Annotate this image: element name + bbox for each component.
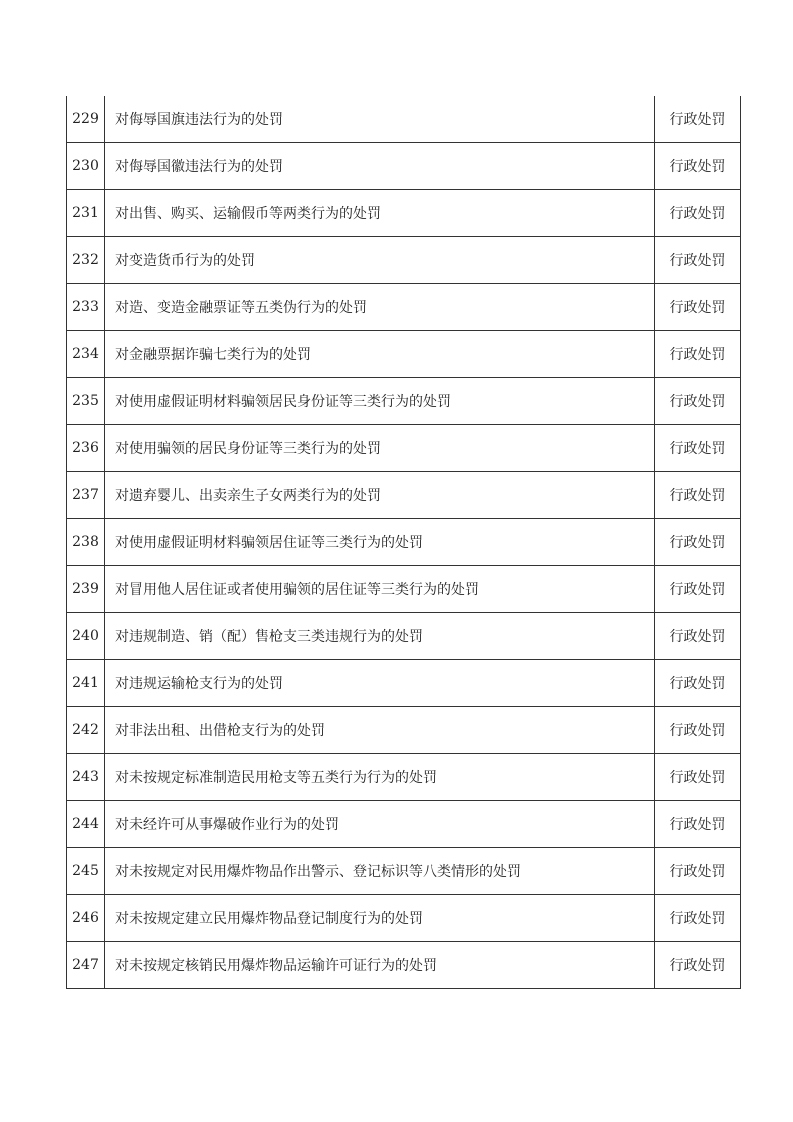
table-row <box>67 472 741 519</box>
table-body <box>67 96 741 989</box>
penalty-type: 行政处罚 <box>655 190 741 237</box>
row-number: 239 <box>67 566 105 613</box>
table-row <box>67 754 741 801</box>
row-number: 232 <box>67 237 105 284</box>
penalty-item-name: 对变造货币行为的处罚 <box>105 237 655 284</box>
penalty-type: 行政处罚 <box>655 566 741 613</box>
table-row <box>67 425 741 472</box>
penalty-type: 行政处罚 <box>655 754 741 801</box>
penalty-type: 行政处罚 <box>655 472 741 519</box>
table-row <box>67 284 741 331</box>
penalty-type: 行政处罚 <box>655 331 741 378</box>
penalty-type: 行政处罚 <box>655 284 741 331</box>
penalty-item-name: 对未按规定标准制造民用枪支等五类行为行为的处罚 <box>105 754 655 801</box>
penalty-item-name: 对违规运输枪支行为的处罚 <box>105 660 655 707</box>
table-row <box>67 801 741 848</box>
penalty-type: 行政处罚 <box>655 895 741 942</box>
row-number: 235 <box>67 378 105 425</box>
table-row <box>67 942 741 989</box>
penalty-item-name: 对侮辱国徽违法行为的处罚 <box>105 143 655 190</box>
penalty-item-name: 对未经许可从事爆破作业行为的处罚 <box>105 801 655 848</box>
penalty-item-name: 对使用骗领的居民身份证等三类行为的处罚 <box>105 425 655 472</box>
penalty-type: 行政处罚 <box>655 613 741 660</box>
penalty-type: 行政处罚 <box>655 143 741 190</box>
table-row <box>67 378 741 425</box>
row-number: 233 <box>67 284 105 331</box>
penalty-item-name: 对遗弃婴儿、出卖亲生子女两类行为的处罚 <box>105 472 655 519</box>
table-row <box>67 143 741 190</box>
penalty-item-name: 对违规制造、销（配）售枪支三类违规行为的处罚 <box>105 613 655 660</box>
penalty-item-name: 对非法出租、出借枪支行为的处罚 <box>105 707 655 754</box>
penalty-item-name: 对金融票据诈骗七类行为的处罚 <box>105 331 655 378</box>
row-number: 241 <box>67 660 105 707</box>
penalty-item-name: 对冒用他人居住证或者使用骗领的居住证等三类行为的处罚 <box>105 566 655 613</box>
table-row <box>67 519 741 566</box>
row-number: 244 <box>67 801 105 848</box>
row-number: 230 <box>67 143 105 190</box>
penalty-type: 行政处罚 <box>655 801 741 848</box>
penalty-type: 行政处罚 <box>655 848 741 895</box>
table-row <box>67 237 741 284</box>
row-number: 243 <box>67 754 105 801</box>
table-row <box>67 660 741 707</box>
table-row <box>67 566 741 613</box>
row-number: 246 <box>67 895 105 942</box>
row-number: 236 <box>67 425 105 472</box>
penalty-item-name: 对未按规定建立民用爆炸物品登记制度行为的处罚 <box>105 895 655 942</box>
table-row <box>67 895 741 942</box>
table-row <box>67 331 741 378</box>
penalty-item-name: 对出售、购买、运输假币等两类行为的处罚 <box>105 190 655 237</box>
penalty-item-name: 对使用虚假证明材料骗领居民身份证等三类行为的处罚 <box>105 378 655 425</box>
table-row <box>67 707 741 754</box>
penalty-type: 行政处罚 <box>655 707 741 754</box>
table-row <box>67 613 741 660</box>
penalty-item-name: 对未按规定核销民用爆炸物品运输许可证行为的处罚 <box>105 942 655 989</box>
row-number: 247 <box>67 942 105 989</box>
penalty-type: 行政处罚 <box>655 96 741 143</box>
row-number: 231 <box>67 190 105 237</box>
penalty-items-table <box>66 96 741 989</box>
row-number: 234 <box>67 331 105 378</box>
penalty-type: 行政处罚 <box>655 519 741 566</box>
penalty-type: 行政处罚 <box>655 425 741 472</box>
penalty-type: 行政处罚 <box>655 660 741 707</box>
table-row <box>67 190 741 237</box>
table-row <box>67 96 741 143</box>
row-number: 245 <box>67 848 105 895</box>
penalty-item-name: 对未按规定对民用爆炸物品作出警示、登记标识等八类情形的处罚 <box>105 848 655 895</box>
row-number: 229 <box>67 96 105 143</box>
penalty-item-name: 对造、变造金融票证等五类伪行为的处罚 <box>105 284 655 331</box>
penalty-type: 行政处罚 <box>655 378 741 425</box>
penalty-item-name: 对侮辱国旗违法行为的处罚 <box>105 96 655 143</box>
row-number: 242 <box>67 707 105 754</box>
penalty-type: 行政处罚 <box>655 237 741 284</box>
row-number: 237 <box>67 472 105 519</box>
row-number: 240 <box>67 613 105 660</box>
penalty-item-name: 对使用虚假证明材料骗领居住证等三类行为的处罚 <box>105 519 655 566</box>
penalty-type: 行政处罚 <box>655 942 741 989</box>
table-row <box>67 848 741 895</box>
row-number: 238 <box>67 519 105 566</box>
